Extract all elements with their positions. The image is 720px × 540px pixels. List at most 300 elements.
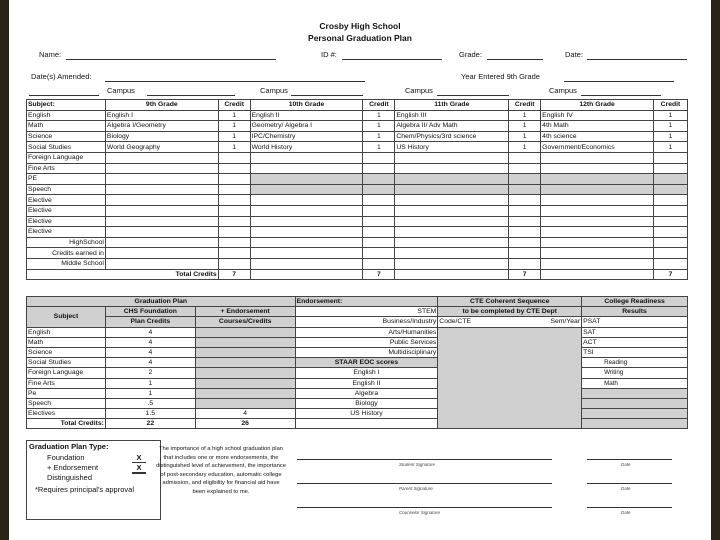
credit-cell[interactable]: 1 <box>509 131 541 142</box>
course-row <box>27 163 688 174</box>
grad-subject: Electives <box>27 409 106 419</box>
foundation-credit[interactable]: 22 <box>105 419 195 429</box>
grad-title-row <box>27 297 688 307</box>
campus-field-9b[interactable] <box>147 95 235 96</box>
endorse-staar-cell[interactable]: Algebra <box>295 388 438 398</box>
cte-subtitle: to be completed by CTE Dept <box>438 307 582 317</box>
credit-cell[interactable] <box>509 205 541 216</box>
course-cell[interactable] <box>395 248 509 259</box>
name-label: Name: <box>39 50 62 59</box>
course-cell[interactable] <box>105 227 218 238</box>
credit-cell[interactable]: 1 <box>363 131 395 142</box>
grad-subject: Pe <box>27 388 106 398</box>
course-cell[interactable]: English I <box>105 110 218 121</box>
course-cell[interactable] <box>250 237 363 248</box>
credit-cell[interactable] <box>218 237 250 248</box>
credit-cell[interactable]: 1 <box>363 110 395 121</box>
course-cell[interactable] <box>541 152 654 163</box>
grad-subject: Social Studies <box>27 358 106 368</box>
plan-type-check[interactable] <box>132 473 146 474</box>
course-subject: HighSchool <box>27 237 106 248</box>
endorse-staar-cell[interactable] <box>295 419 438 429</box>
total-credit-value: 7 <box>654 269 688 280</box>
endorsement-title: Endorsement: <box>295 297 438 307</box>
credit-cell[interactable]: 1 <box>654 110 688 121</box>
id-label: ID #: <box>321 50 337 59</box>
course-subject: Foreign Language <box>27 152 106 163</box>
graduation-plan-table <box>26 296 688 429</box>
course-cell[interactable]: Algebra II/ Adv Math <box>395 121 509 132</box>
grad-subject: Foreign Language <box>27 368 106 378</box>
cte-col2: Sem/Year <box>550 318 581 326</box>
foundation-credit[interactable]: 1 <box>105 388 195 398</box>
plan-type-note: *Requires principal's approval <box>35 485 134 494</box>
course-subject: Credits earned in <box>27 248 106 259</box>
course-cell[interactable]: World Geography <box>105 142 218 153</box>
course-header-8: Credit <box>654 100 688 111</box>
signature-caption: Counselor Signature <box>399 510 441 515</box>
grade-label: Grade: <box>459 50 482 59</box>
endorse-stem[interactable]: STEM <box>295 307 438 317</box>
course-row <box>27 184 688 195</box>
course-cell[interactable] <box>105 195 218 206</box>
college-cell[interactable]: Writing <box>582 368 688 378</box>
credit-cell[interactable] <box>363 227 395 238</box>
foundation-credit[interactable]: 4 <box>105 327 195 337</box>
grad-header-row-2 <box>27 317 688 327</box>
date-field[interactable] <box>587 59 687 60</box>
course-subject: Fine Arts <box>27 163 106 174</box>
college-cell[interactable]: ACT <box>582 337 688 347</box>
credit-cell[interactable] <box>363 258 395 269</box>
grad-row <box>27 409 688 419</box>
right-border <box>711 0 720 540</box>
date-caption: Date <box>621 510 631 515</box>
credit-cell[interactable] <box>654 205 688 216</box>
course-cell[interactable] <box>541 258 654 269</box>
endorse-staar-cell[interactable]: English I <box>295 368 438 378</box>
endorse-business[interactable]: Business/Industry <box>295 317 438 327</box>
foundation-credit[interactable]: 4 <box>105 337 195 347</box>
course-header-2: Credit <box>218 100 250 111</box>
college-cell[interactable] <box>582 388 688 398</box>
credit-cell[interactable] <box>654 195 688 206</box>
course-cell[interactable] <box>250 152 363 163</box>
course-cell[interactable] <box>250 227 363 238</box>
campus-label-10: Campus <box>260 86 288 95</box>
credit-cell[interactable]: 1 <box>654 142 688 153</box>
course-row <box>27 174 688 185</box>
credit-cell[interactable] <box>654 248 688 259</box>
course-cell[interactable]: Algebra I/Geometry <box>105 121 218 132</box>
course-cell[interactable] <box>395 163 509 174</box>
course-subject: Elective <box>27 227 106 238</box>
total-credit-value: 7 <box>218 269 250 280</box>
course-subject: Elective <box>27 205 106 216</box>
course-cell[interactable] <box>250 163 363 174</box>
year-entered-field[interactable] <box>564 81 674 82</box>
endorse-staar-cell[interactable]: Biology <box>295 398 438 408</box>
credit-cell[interactable]: 1 <box>218 121 250 132</box>
course-cell[interactable] <box>105 248 218 259</box>
credit-cell[interactable] <box>363 205 395 216</box>
cte-body[interactable] <box>438 327 582 429</box>
course-cell[interactable] <box>250 205 363 216</box>
credit-cell[interactable] <box>363 174 395 185</box>
date-line[interactable] <box>587 459 672 460</box>
form-page <box>9 0 711 540</box>
endorse-staar-cell[interactable]: STAAR EOC scores <box>295 358 438 368</box>
college-title: College Readiness <box>582 297 688 307</box>
course-cell[interactable] <box>250 258 363 269</box>
cte-columns <box>438 317 582 327</box>
course-cell[interactable]: Government/Economics <box>541 142 654 153</box>
course-row <box>27 216 688 227</box>
campus-field-9a[interactable] <box>29 95 99 96</box>
course-cell[interactable] <box>541 174 654 185</box>
course-cell[interactable]: 4th Math <box>541 121 654 132</box>
endorse-staar-cell[interactable]: US History <box>295 409 438 419</box>
course-cell[interactable]: English IV <box>541 110 654 121</box>
plan-title: Personal Graduation Plan <box>308 33 412 43</box>
credit-cell[interactable]: 1 <box>509 142 541 153</box>
course-subject: Elective <box>27 216 106 227</box>
campus-label-11: Campus <box>405 86 433 95</box>
credit-cell[interactable] <box>363 152 395 163</box>
credit-cell[interactable] <box>654 237 688 248</box>
course-row <box>27 152 688 163</box>
college-cell[interactable]: SAT <box>582 327 688 337</box>
course-row <box>27 195 688 206</box>
grade-field[interactable] <box>487 59 543 60</box>
course-cell[interactable] <box>105 216 218 227</box>
grad-subject-header: Subject <box>27 307 106 327</box>
credit-cell[interactable] <box>509 152 541 163</box>
total-credit-value: 7 <box>509 269 541 280</box>
credit-cell[interactable] <box>218 163 250 174</box>
campus-field-11[interactable] <box>437 95 509 96</box>
foundation-credit[interactable]: .5 <box>105 398 195 408</box>
plan-type-check[interactable]: X <box>132 463 146 473</box>
credit-cell[interactable] <box>218 195 250 206</box>
course-header-5: 11th Grade <box>395 100 509 111</box>
total-spacer <box>250 269 363 280</box>
course-cell[interactable] <box>105 152 218 163</box>
course-cell[interactable] <box>395 174 509 185</box>
grad-row <box>27 378 688 388</box>
course-cell[interactable]: US History <box>395 142 509 153</box>
date-caption: Date <box>621 486 631 491</box>
course-cell[interactable] <box>250 216 363 227</box>
name-field[interactable] <box>66 59 276 60</box>
endorse-credit[interactable] <box>195 327 295 337</box>
course-cell[interactable]: 4th science <box>541 131 654 142</box>
course-cell[interactable] <box>105 163 218 174</box>
credit-cell[interactable] <box>363 216 395 227</box>
endorse-staar-cell[interactable]: Multidisciplinary <box>295 347 438 357</box>
college-cell[interactable]: Math <box>582 378 688 388</box>
course-cell[interactable] <box>250 184 363 195</box>
course-row <box>27 142 688 153</box>
course-header-3: 10th Grade <box>250 100 363 111</box>
credit-cell[interactable] <box>218 174 250 185</box>
date-line[interactable] <box>587 507 672 508</box>
course-cell[interactable] <box>395 205 509 216</box>
plan-type-box <box>26 440 161 520</box>
endorse-credit[interactable]: 4 <box>195 409 295 419</box>
credit-cell[interactable]: 1 <box>218 142 250 153</box>
course-row <box>27 131 688 142</box>
date-caption: Date <box>621 462 631 467</box>
course-subject: Math <box>27 121 106 132</box>
grad-row <box>27 419 688 429</box>
credit-cell[interactable] <box>363 248 395 259</box>
signature-line[interactable] <box>297 483 552 484</box>
credit-cell[interactable]: 1 <box>363 121 395 132</box>
date-line[interactable] <box>587 483 672 484</box>
plan-type-label: Foundation <box>47 453 85 462</box>
credit-cell[interactable]: 1 <box>509 121 541 132</box>
credit-cell[interactable] <box>654 258 688 269</box>
course-cell[interactable] <box>395 216 509 227</box>
credit-cell[interactable] <box>654 227 688 238</box>
grad-subject: Math <box>27 337 106 347</box>
credit-cell[interactable] <box>509 227 541 238</box>
credit-cell[interactable] <box>218 152 250 163</box>
course-subject: Middle School <box>27 258 106 269</box>
grad-header-row <box>27 307 688 317</box>
credit-cell[interactable] <box>509 184 541 195</box>
credit-cell[interactable] <box>218 258 250 269</box>
course-subject: Social Studies <box>27 142 106 153</box>
credit-cell[interactable] <box>509 174 541 185</box>
endorse-credit[interactable]: 26 <box>195 419 295 429</box>
credit-cell[interactable]: 1 <box>509 110 541 121</box>
plan-type-label: + Endorsement <box>47 463 99 472</box>
cte-title: CTE Coherent Sequence <box>438 297 582 307</box>
college-cell[interactable] <box>582 398 688 408</box>
grad-subject: Fine Arts <box>27 378 106 388</box>
grad-row <box>27 398 688 408</box>
credit-cell[interactable] <box>654 152 688 163</box>
endorse-staar-cell[interactable]: Public Services <box>295 337 438 347</box>
total-spacer <box>541 269 654 280</box>
course-subject: English <box>27 110 106 121</box>
course-cell[interactable] <box>250 248 363 259</box>
grad-subject: Science <box>27 347 106 357</box>
grad-row <box>27 358 688 368</box>
credit-cell[interactable] <box>654 174 688 185</box>
endorse-credit[interactable] <box>195 337 295 347</box>
endorse-credit[interactable] <box>195 368 295 378</box>
psat-cell[interactable]: PSAT <box>582 317 688 327</box>
endorse-staar-cell[interactable]: English II <box>295 378 438 388</box>
credit-cell[interactable] <box>218 216 250 227</box>
course-cell[interactable]: Biology <box>105 131 218 142</box>
credit-cell[interactable]: 1 <box>363 142 395 153</box>
total-credit-value: 7 <box>363 269 395 280</box>
grad-subject: English <box>27 327 106 337</box>
signature-caption: Student Signature <box>399 462 436 467</box>
course-cell[interactable] <box>541 237 654 248</box>
course-header-row <box>27 100 688 111</box>
college-cell[interactable]: TSI <box>582 347 688 357</box>
course-subject: Speech <box>27 184 106 195</box>
course-cell[interactable] <box>395 258 509 269</box>
credit-cell[interactable]: 1 <box>218 131 250 142</box>
dates-amended-label: Date(s) Amended: <box>31 72 92 81</box>
course-cell[interactable]: English III <box>395 110 509 121</box>
course-row <box>27 121 688 132</box>
course-cell[interactable] <box>541 163 654 174</box>
foundation-credit[interactable]: 1.5 <box>105 409 195 419</box>
course-cell[interactable] <box>395 195 509 206</box>
credit-cell[interactable] <box>509 237 541 248</box>
course-cell[interactable] <box>541 205 654 216</box>
course-cell[interactable] <box>541 227 654 238</box>
credit-cell[interactable] <box>509 195 541 206</box>
course-cell[interactable] <box>541 184 654 195</box>
cte-col1: Code/CTE <box>439 318 472 326</box>
course-row <box>27 258 688 269</box>
college-cell[interactable]: Reading <box>582 358 688 368</box>
course-cell[interactable]: English II <box>250 110 363 121</box>
course-row <box>27 237 688 248</box>
campus-field-10[interactable] <box>291 95 363 96</box>
course-cell[interactable] <box>541 195 654 206</box>
college-cell[interactable] <box>582 419 688 429</box>
course-cell[interactable] <box>250 195 363 206</box>
foundation-credit[interactable]: 1 <box>105 378 195 388</box>
credit-cell[interactable] <box>218 227 250 238</box>
course-cell[interactable] <box>105 174 218 185</box>
course-subject: Elective <box>27 195 106 206</box>
course-cell[interactable]: World History <box>250 142 363 153</box>
credit-cell[interactable] <box>654 163 688 174</box>
grad-row <box>27 388 688 398</box>
course-header-1: 9th Grade <box>105 100 218 111</box>
credit-cell[interactable] <box>218 248 250 259</box>
credit-cell[interactable] <box>363 195 395 206</box>
course-cell[interactable] <box>395 152 509 163</box>
endorse-credit[interactable] <box>195 347 295 357</box>
date-label: Date: <box>565 50 583 59</box>
grad-row <box>27 347 688 357</box>
course-cell[interactable] <box>395 184 509 195</box>
endorse-credit[interactable] <box>195 388 295 398</box>
endorse-credit[interactable] <box>195 398 295 408</box>
grad-row <box>27 337 688 347</box>
credit-cell[interactable] <box>509 216 541 227</box>
grad-plan-title: Graduation Plan <box>27 297 296 307</box>
course-row <box>27 248 688 259</box>
course-table <box>26 99 688 280</box>
course-row <box>27 110 688 121</box>
course-header-6: Credit <box>509 100 541 111</box>
course-cell[interactable]: Geometry/ Algebra I <box>250 121 363 132</box>
foundation-credit[interactable]: 4 <box>105 347 195 357</box>
foundation-header-1: CHS Foundation <box>105 307 195 317</box>
course-cell[interactable] <box>105 258 218 269</box>
left-border <box>0 0 9 540</box>
total-spacer <box>395 269 509 280</box>
course-subject: Science <box>27 131 106 142</box>
credit-cell[interactable]: 1 <box>654 121 688 132</box>
course-row <box>27 227 688 238</box>
college-cell[interactable] <box>582 409 688 419</box>
credit-cell[interactable] <box>654 216 688 227</box>
credit-cell[interactable] <box>218 184 250 195</box>
course-header-0: Subject: <box>27 100 106 111</box>
course-header-7: 12th Grade <box>541 100 654 111</box>
id-field[interactable] <box>342 59 442 60</box>
college-subtitle: Results <box>582 307 688 317</box>
plan-type-label: Distinguished <box>47 473 93 482</box>
endorse-credit[interactable] <box>195 378 295 388</box>
statement-text: The importance of a high school graduation plan that includes one or more endorsements, the distinguished level of achievement, the importance of post-secondary education, automatic college admission, and eligibility for financial aid have been explained to me. <box>156 446 286 495</box>
endorse-staar-cell[interactable]: Arts/Humanities <box>295 327 438 337</box>
credit-cell[interactable] <box>509 258 541 269</box>
credit-cell[interactable] <box>654 184 688 195</box>
campus-field-12[interactable] <box>581 95 661 96</box>
grad-subject: Total Credits: <box>27 419 106 429</box>
course-cell[interactable] <box>105 184 218 195</box>
credit-cell[interactable]: 1 <box>654 131 688 142</box>
plan-type-check[interactable]: X <box>132 453 146 463</box>
endorse-header-1: + Endorsement <box>195 307 295 317</box>
credit-cell[interactable] <box>363 237 395 248</box>
endorse-header-2: Courses/Credits <box>195 317 295 327</box>
credit-cell[interactable]: 1 <box>218 110 250 121</box>
year-entered-label: Year Entered 9th Grade <box>461 72 540 81</box>
credit-cell[interactable] <box>363 163 395 174</box>
foundation-credit[interactable]: 2 <box>105 368 195 378</box>
total-credits-label: Total Credits <box>27 269 219 280</box>
foundation-header-2: Plan Credits <box>105 317 195 327</box>
dates-amended-field[interactable] <box>105 81 365 82</box>
signature-caption: Parent Signature <box>399 486 433 491</box>
course-subject: PE <box>27 174 106 185</box>
credit-cell[interactable] <box>509 163 541 174</box>
course-cell[interactable] <box>541 248 654 259</box>
credit-cell[interactable] <box>363 184 395 195</box>
signature-line[interactable] <box>297 507 552 508</box>
course-cell[interactable] <box>250 174 363 185</box>
grad-row <box>27 368 688 378</box>
grad-row <box>27 327 688 337</box>
course-cell[interactable]: IPC/Chemistry <box>250 131 363 142</box>
credit-cell[interactable] <box>218 205 250 216</box>
course-cell[interactable] <box>395 237 509 248</box>
credit-cell[interactable] <box>509 248 541 259</box>
signature-line[interactable] <box>297 459 552 460</box>
course-cell[interactable] <box>105 205 218 216</box>
course-cell[interactable] <box>105 237 218 248</box>
campus-label-9: Campus <box>107 86 135 95</box>
campus-label-12: Campus <box>549 86 577 95</box>
course-cell[interactable] <box>395 227 509 238</box>
course-cell[interactable]: Chem/Physics/3rd science <box>395 131 509 142</box>
course-header-4: Credit <box>363 100 395 111</box>
school-title: Crosby High School <box>319 21 401 31</box>
course-row <box>27 205 688 216</box>
grad-subject: Speech <box>27 398 106 408</box>
foundation-credit[interactable]: 4 <box>105 358 195 368</box>
course-cell[interactable] <box>541 216 654 227</box>
total-credits-row <box>27 269 688 280</box>
endorse-credit[interactable] <box>195 358 295 368</box>
plan-type-title: Graduation Plan Type: <box>29 442 109 451</box>
